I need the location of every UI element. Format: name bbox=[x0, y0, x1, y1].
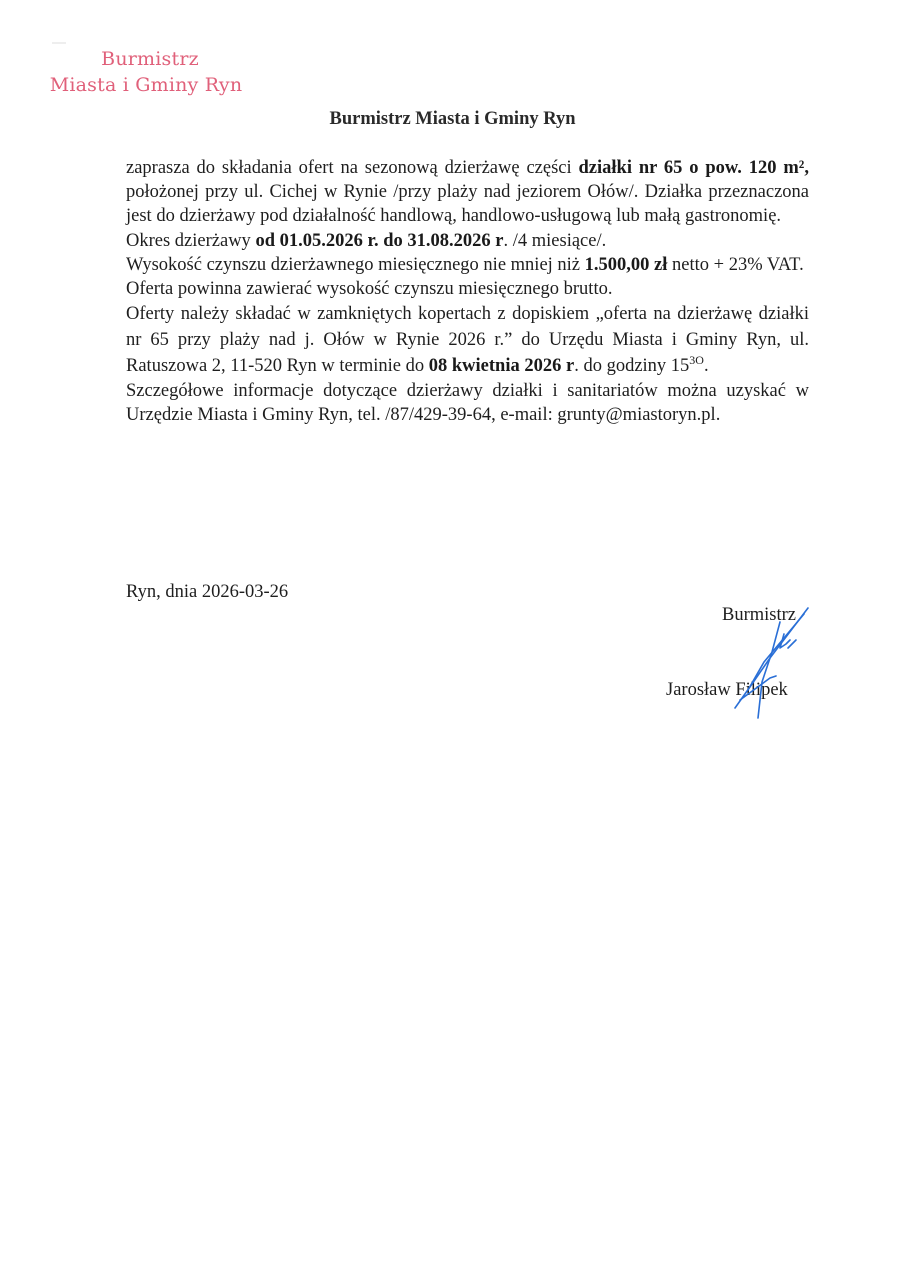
deadline-minutes: 3O bbox=[689, 353, 704, 368]
header-stamp bbox=[46, 46, 246, 98]
submission-deadline: 08 kwietnia 2026 r bbox=[428, 356, 575, 377]
signatory-name: Jarosław Filipek bbox=[666, 680, 788, 700]
minimum-rent: 1.500,00 zł bbox=[584, 254, 668, 275]
signature-stroke-6 bbox=[740, 676, 776, 700]
lease-dates: od 01.05.2026 r. do 31.08.2026 r bbox=[255, 230, 504, 251]
paragraph-invitation: zaprasza do składania ofert na sezonową dzierżawę części działki nr 65 o pow. 120 m², położonej przy ul. Cichej w Rynie /przy plaży nad jeziorem Ołów/. Działka przeznaczona jest do dzierżawy pod działalność handlową, handlowo-usługową lub małą gastronomię. bbox=[126, 158, 809, 227]
document-body bbox=[126, 156, 809, 428]
scan-artifact bbox=[52, 42, 66, 44]
handwritten-signature-icon bbox=[700, 600, 820, 720]
paragraph-rent: Wysokość czynszu dzierżawnego miesięcznego nie mniej niż 1.500,00 zł netto + 23% VAT. bbox=[126, 254, 804, 275]
paragraph-gross-rent: Oferta powinna zawierać wysokość czynszu miesięcznego brutto. bbox=[126, 279, 613, 300]
paragraph-lease-period: Okres dzierżawy od 01.05.2026 r. do 31.08.2026 r. /4 miesiące/. bbox=[126, 230, 607, 251]
paragraph-contact: Szczegółowe informacje dotyczące dzierżawy działki i sanitariatów można uzyskać w Urzędzie Miasta i Gminy Ryn, tel. /87/429-39-64, e-mail: grunty@miastoryn.pl. bbox=[126, 381, 809, 426]
stamp-line-2: Miasta i Gminy Ryn bbox=[49, 74, 243, 96]
signatory-role: Burmistrz bbox=[722, 605, 796, 625]
place-date: Ryn, dnia 2026-03-26 bbox=[126, 582, 289, 602]
plot-number-area: działki nr 65 o pow. 120 m², bbox=[578, 158, 809, 178]
document-title: Burmistrz Miasta i Gminy Ryn bbox=[329, 109, 576, 129]
paragraph-submission: Oferty należy składać w zamkniętych kopertach z dopiskiem „oferta na dzierżawę działki nr 65 przy plaży nad j. Ołów w Rynie 2026 r.” do Urzędu Miasta i Gminy Ryn, ul. Ratuszowa 2, 11-520 Ryn w terminie do 08 kwietnia 2026 r. do godziny $15^{3O}$. bbox=[126, 304, 809, 377]
stamp-line-1: Burmistrz bbox=[101, 48, 199, 70]
